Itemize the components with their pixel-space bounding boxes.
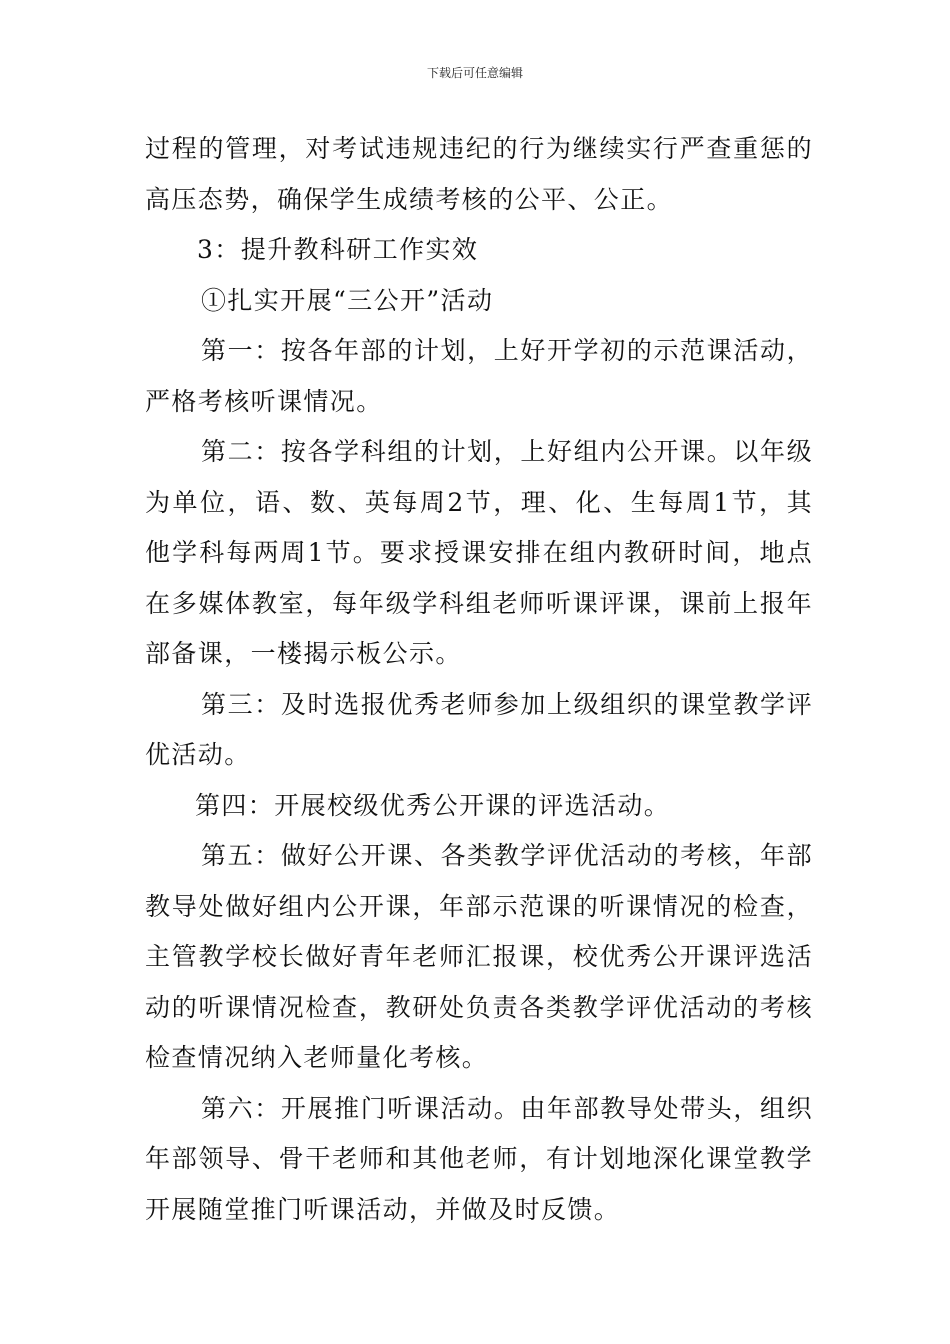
paragraph-item-5: 第五：做好公开课、各类教学评优活动的考核，年部教导处做好组内公开课，年部示范课的听课情况的检查，主管教学校长做好青年老师汇报课，校优秀公开课评选活动的听课情况检查，教研处负责各类教学评优活动的考核检查情况纳入老师量化考核。: [145, 841, 813, 1072]
paragraph-item-1: 第一：按各年部的计划，上好开学初的示范课活动，严格考核听课情况。: [145, 336, 813, 416]
paragraph-item-6: 第六：开展推门听课活动。由年部教导处带头，组织年部领导、骨干老师和其他老师，有计划地深化课堂教学开展随堂推门听课活动，并做及时反馈。: [145, 1093, 813, 1224]
paragraph-item-3: 第三：及时选报优秀老师参加上级组织的课堂教学评优活动。: [145, 689, 813, 769]
document-body: [145, 124, 813, 1235]
section-heading: 3：提升教科研工作实效: [197, 235, 479, 264]
page-header: 下载后可任意编辑: [426, 66, 523, 80]
paragraph-continuation: 过程的管理，对考试违规违纪的行为继续实行严查重惩的高压态势，确保学生成绩考核的公平、公正。: [145, 134, 813, 214]
subsection-heading: ①扎实开展“三公开”活动: [201, 285, 494, 315]
paragraph-item-2: 第二：按各学科组的计划，上好组内公开课。以年级为单位，语、数、英每周2节，理、化、生每周1节，其他学科每两周1节。要求授课安排在组内教研时间，地点在多媒体教室，每年级学科组老师听课评课，课前上报年部备课，一楼揭示板公示。: [145, 437, 813, 668]
paragraph-item-4: 第四：开展校级优秀公开课的评选活动。: [195, 790, 671, 820]
